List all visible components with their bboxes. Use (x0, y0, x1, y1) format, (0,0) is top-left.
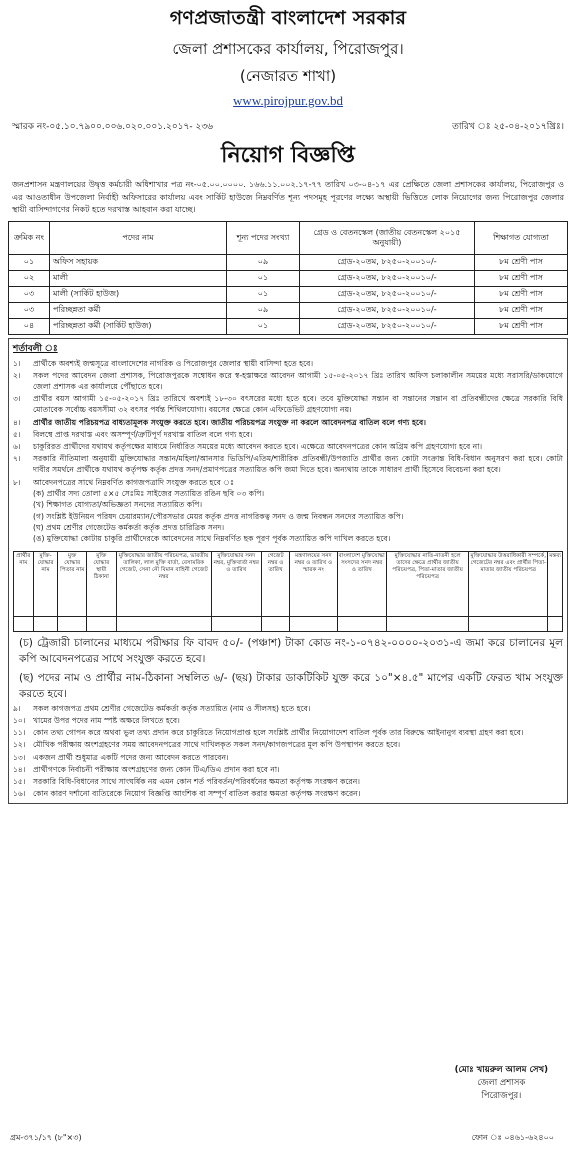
ff-table-blank-cell (290, 616, 337, 631)
condition-item (13, 764, 563, 775)
reference-line (8, 119, 568, 134)
condition-text: সরকারি বিধি-বিধানের সাথে সাংঘর্ষিক নয় এমন কোন শর্ত পরিবর্তন/পরিবর্ধনের ক্ষমতা কর্তৃপক্ষ সংরক্ষণ করেন। (33, 776, 360, 786)
notice-date: তারিখ ঃ ২৫-০৪-২০১৭খ্রিঃ। (452, 122, 564, 132)
ff-table-blank-cell (14, 616, 34, 631)
conditions-more (13, 703, 563, 800)
attachments-list (13, 488, 563, 545)
attachment-item: (ঘ) প্রথম শ্রেণীর গেজেটেড কর্মকর্তা কর্তৃক প্রদত্ত চারিত্রিক সনদ। (33, 522, 225, 532)
conditions-list (13, 358, 563, 488)
condition-number: ১৬। (13, 789, 26, 799)
notice-title: নিয়োগ বিজ্ঞপ্তি (221, 143, 355, 168)
cell-serial: ০৩ (9, 302, 50, 318)
cell-grade-scale: গ্রেড-২০তম, ৮২৫০-২০০১০/- (300, 270, 475, 286)
condition-text: খামের উপর পদের নাম স্পষ্ট অক্ষরে লিখতে হবে। (33, 715, 180, 725)
condition-number: ৫। (13, 429, 21, 439)
ff-table-column-header: মুক্তি যোদ্ধার স্থায়ী ঠিকানা (87, 551, 117, 616)
condition-item (13, 727, 563, 738)
posts-table (8, 221, 568, 335)
cell-serial: ০৩ (9, 286, 50, 302)
letterhead (8, 4, 568, 109)
condition-text: কোন কারণ দর্শানো ব্যতিরেকে নিয়োগ বিজ্ঞপ্তি আংশিক বা সম্পূর্ণ বাতিল করার ক্ষমতা কর্তৃপক্ষ সংরক্ষণ করেন। (33, 789, 361, 799)
footer-code: গ্রম-৩৭১/১৭ (৮"×৩) (10, 1133, 82, 1142)
cell-serial: ০১ (9, 254, 50, 270)
ff-table-blank-cell (337, 616, 386, 631)
condition-text: প্রার্থীর বয়স আগামী ১৫-০৫-২০১৭ খ্রিঃ তারিখে অবশ্যই ১৮-৩০ বৎসরের মধ্যে হতে হবে। তবে মুক্তিযোদ্ধা সন্তান বা সন্তানের সন্তান বা প্রতিবন্ধীদের ক্ষেত্রে সরকারি বিধি মোতাবেক সর্বোচ্চ বয়সসীমা ৩২ বৎসর পর্যন্ত শিথিলযোগ্য। বয়সের ক্ষেত্রে কোন এফিডেভিট গ্রহণযোগ্য নয়। (33, 394, 563, 415)
signature-block (455, 1064, 548, 1103)
condition-item (13, 788, 563, 799)
condition-item (13, 477, 563, 488)
condition-text: সরকারি নীতিমালা অনুযায়ী মুক্তিযোদ্ধার সন্তান/মহিলা/আনসার ভিডিপি/এতিম/শারীরিক প্রতিবন্ধী/উপজাতি প্রার্থীর জন্য কোটা সংক্রান্ত বিধি-বিধান অনুসরণ করা হবে। কোটা দাবীর সমর্থনে প্রার্থীকে যথাযথ কর্তৃপক্ষ কর্তৃক প্রদত্ত সনদ/প্রমাণপত্রের সত্যায়িত কপি জমা দিতে হবে। অন্যথায় তাকে সাধারণ প্রার্থী হিসেবে বিবেচনা করা হবে। (33, 454, 563, 475)
memo-number: স্মারক নং-০৫.১০.৭৯০০.০০৬.০২০.০০১.২০১৭- ২৩৬ (12, 122, 214, 132)
condition-item (13, 715, 563, 726)
conditions-title: শর্তাবলী ঃ (13, 343, 58, 354)
ff-table-column-header: গেজেট নম্বর ও তারিখ (262, 551, 290, 616)
condition-item (13, 752, 563, 763)
attachments-more (13, 635, 563, 702)
condition-item (13, 429, 563, 440)
condition-text: প্রার্থীর জাতীয় পরিচয়পত্র বাধ্যতামূলক সংযুক্ত করতে হবে। জাতীয় পরিচয়পত্র সংযুক্ত না করলে আবেদনপত্র বাতিল বলে গণ্য হবে। (33, 417, 426, 427)
ff-table-column-header: মুক্তিযোদ্ধার সনদ নম্বর, মুক্তিবার্তা নম্বর ও তারিখ (211, 551, 262, 616)
condition-item (13, 453, 563, 475)
cell-grade-scale: গ্রেড-২০তম, ৮২৫০-২০০১০/- (300, 286, 475, 302)
attachment-item: (চ) ট্রেজারী চালানের মাধ্যমে পরীক্ষার ফি বাবদ ৫০/- (পঞ্চাশ) টাকা কোড নং-১-০৭৪২-০০০০-২০৩১-এ জমা করে চালানের মূল কপি আবেদনপত্রের সাথে সংযুক্ত করতে হবে। (19, 636, 563, 665)
ff-table-column-header: প্রার্থীর নাম (14, 551, 34, 616)
ff-table-blank-cell (211, 616, 262, 631)
condition-number: ১১। (13, 728, 26, 738)
cell-vacancy: ০১ (227, 318, 300, 334)
intro-paragraph: জনপ্রশাসন মন্ত্রণালয়ের উদ্বৃত্ত কর্মচারী অধিশাখার পত্র নং-০৫.০০.০০০০. ১৬৬.১১.০০২.১৭-৭৭ তারিখ ০৩-০৪-১৭ এর প্রেক্ষিতে জেলা প্রশাসকের কার্যালয়, পিরোজপুর ও এর আওতাধীন উপজেলা নির্বাহী অফিসারের কার্যালয় এবং সার্কিট হাউজে নিম্নবর্ণিত শূন্য পদসমূহ পূরণের লক্ষ্যে অস্থায়ী ভিত্তিতে লোক নিয়োগের জন্য পিরোজপুর জেলার স্থায়ী বাসিন্দাগণের নিকট হতে দরখাস্ত আহবান করা যাচ্ছে। (12, 180, 564, 214)
condition-number: ৯। (13, 703, 21, 713)
office-name: জেলা প্রশাসকের কার্যালয়, পিরোজপুর। (172, 40, 404, 58)
table-row (9, 254, 568, 270)
ff-table-column-header: মুক্তিযোদ্ধার উত্তরাধিকারী সম্পর্কে, গেজেটের নম্বর এবং প্রার্থীর পিতা-মাতার জাতীয় পরিচয়পত্র (469, 551, 548, 616)
attachment-item: (গ) সংশ্লিষ্ট ইউনিয়ন পরিষদ চেয়ারম্যান/পৌরসভার মেয়র কর্তৃক প্রদত্ত নাগরিকত্ব সনদ ও জন্ম নিবন্ধন সনদের সত্যায়িত কপি। (33, 511, 404, 521)
ff-table-blank-cell (116, 616, 211, 631)
ff-table-blank-cell (87, 616, 117, 631)
ff-table-blank-cell (33, 616, 58, 631)
condition-number: ১৪। (13, 764, 26, 774)
ff-table-blank-cell (58, 616, 87, 631)
freedom-fighter-table-header (14, 551, 563, 616)
cell-vacancy: ০১ (227, 270, 300, 286)
condition-number: ৪। (13, 417, 21, 427)
ff-table-column-header: মন্তব্য (548, 551, 563, 616)
condition-number: ১০। (13, 715, 26, 725)
signatory-place: পিরোজপুর। (481, 1091, 522, 1101)
condition-item (13, 703, 563, 714)
table-row (9, 270, 568, 286)
condition-item (13, 393, 563, 415)
condition-text: সকল পদের আবেদন জেলা প্রশাসক, পিরোজপুরকে সম্বোধন করে স্ব-হস্তাক্ষরে আবেদন আগামী ১৫-০৫-২০১৭ খ্রিঃ তারিখ অফিস চলাকালীন সময়ের মধ্যে সরাসরি/ডাকযোগে জেলা প্রশাসক এর কার্যালয়ে পৌঁছাতে হবে। (33, 370, 563, 391)
cell-grade-scale: গ্রেড-২০তম, ৮২৫০-২০০১০/- (300, 254, 475, 270)
conditions-section (8, 338, 568, 805)
cell-qualification: ৮ম শ্রেণী পাস (475, 270, 568, 286)
condition-text: বিলম্বে প্রাপ্ত দরখাস্ত এবং অসম্পূর্ণ/ত্রুটিপূর্ণ দরখাস্ত বাতিল বলে গণ্য হবে। (33, 429, 253, 439)
attachment-item: (ক) প্রার্থীর সদ্য তোলা ৫×৫ সেঃমিঃ সাইজের সত্যায়িত রঙিন ছবি ০৩ কপি। (33, 488, 265, 498)
table-row (9, 318, 568, 334)
cell-post-name: মালী (50, 270, 227, 286)
cell-serial: ০২ (9, 270, 50, 286)
ff-table-blank-cell (469, 616, 548, 631)
ff-table-column-header: মুক্ত যোদ্ধার পিতার নাম (58, 551, 87, 616)
ff-table-column-header: মুক্তিযোদ্ধার নাতি-নাতনী হলে তাদের ক্ষেত্রে প্রার্থীর জাতীয় পরিচয়পত্র, পিতা-মাতার জাতীয় পরিচয়পত্র (386, 551, 468, 616)
cell-qualification: ৮ম শ্রেণী পাস (475, 254, 568, 270)
condition-text: কোন তথ্য গোপন করে অথবা ভুল তথ্য প্রদান করে চাকুরিতে নিয়োগপ্রাপ্ত হলে সংশ্লিষ্ট প্রার্থীর নিয়োগাদেশ বাতিল পূর্বক তার বিরুদ্ধে আইনানুগ ব্যবস্থা গ্রহণ করা হবে। (33, 728, 524, 738)
condition-text: চাকুরিরত প্রার্থীদের যথাযথ কর্তৃপক্ষের মাধ্যমে নির্ধারিত সময়ের মধ্যে আবেদন করতে হবে। এক্ষেত্রে আবেদনপত্রের কোন অগ্রিম কপি গ্রহণযোগ্য হবে না। (33, 441, 483, 451)
condition-text: একজন প্রার্থী শুধুমাত্র একটি পদের জন্য আবেদন করতে পারবেন। (33, 752, 229, 762)
ff-table-blank-cell (386, 616, 468, 631)
cell-qualification: ৮ম শ্রেণী পাস (475, 286, 568, 302)
freedom-fighter-table-blank-row (14, 616, 563, 631)
branch-name: (নেজারত শাখা) (239, 67, 337, 85)
condition-number: ২। (13, 370, 21, 380)
cell-vacancy: ০৯ (227, 302, 300, 318)
government-title: গণপ্রজাতন্ত্রী বাংলাদেশ সরকার (169, 7, 407, 29)
cell-post-name: পরিচ্ছন্নতা কর্মী (50, 302, 227, 318)
col-serial: ক্রমিক নং (9, 221, 50, 254)
cell-serial: ০৪ (9, 318, 50, 334)
condition-number: ১৫। (13, 776, 26, 786)
condition-number: ১। (13, 358, 21, 368)
condition-number: ৩। (13, 394, 21, 404)
signatory-name: (মোঃ খায়রুল আলম সেখ) (454, 1065, 548, 1075)
condition-text: মৌখিক পরীক্ষায় অংশগ্রহণের সময় আবেদনপত্রের সাথে দাখিলকৃত সকল সনদ/কাগজপত্রের মূল কপি উপস্থাপন করতে হবে। (33, 740, 401, 750)
cell-post-name: পরিচ্ছন্নতা কর্মী (সার্কিট হাউজ) (50, 318, 227, 334)
condition-item (13, 776, 563, 787)
table-row (9, 286, 568, 302)
condition-number: ৮। (13, 477, 21, 487)
attachment-item: (খ) শিক্ষাগত যোগ্যতা/অভিজ্ঞতা সনদের সত্যায়িত কপি। (33, 500, 203, 510)
cell-qualification: ৮ম শ্রেণী পাস (475, 302, 568, 318)
col-vacancy: শূন্য পদের সংখ্যা (227, 221, 300, 254)
attachment-item: (ছ) পদের নাম ও প্রার্থীর নাম-ঠিকানা সম্বলিত ৬/- (ছয়) টাকার ডাকটিকিট যুক্ত করে ১০"×৪.৫" মাপের একটি ফেরত খাম সংযুক্ত করতে হবে। (19, 671, 563, 700)
ff-table-blank-cell (262, 616, 290, 631)
condition-number: ১২। (13, 740, 26, 750)
attachment-item: (ঙ) মুক্তিযোদ্ধা কোটায় চাকুরি প্রার্থীদেরকে আবেদনের সাথে নিম্নবর্ণিত ছক পূরণ পূর্বক সত্যায়িত কপি দাখিল করতে হবে। (33, 534, 391, 544)
cell-post-name: মালী (সার্কিট হাউজ) (50, 286, 227, 302)
cell-vacancy: ০১ (227, 286, 300, 302)
condition-text: প্রার্থীকে অবশ্যই জন্মসূত্রে বাংলাদেশের নাগরিক ও পিরোজপুর জেলার স্থায়ী বাসিন্দা হতে হবে। (33, 358, 314, 368)
cell-qualification: ৮ম শ্রেণী পাস (475, 318, 568, 334)
condition-item (13, 358, 563, 369)
cell-vacancy: ০৯ (227, 254, 300, 270)
condition-number: ৬। (13, 441, 21, 451)
condition-item (13, 739, 563, 750)
website-link[interactable]: www.pirojpur.gov.bd (233, 93, 343, 108)
col-post-name: পদের নাম (50, 221, 227, 254)
condition-item (13, 370, 563, 392)
table-row (9, 302, 568, 318)
signatory-designation: জেলা প্রশাসক (477, 1078, 526, 1088)
ff-table-column-header: মুক্তিযোদ্ধার জাতীয় পরিচয়পত্র, ভারতীয় তালিকা, লাল মুক্তি বার্তা, বেসামরিক গেজেট, সেনা নৌ বিমান বাহিনী গেজেট নম্বর (116, 551, 211, 616)
ff-table-column-header: মুক্তি-যোদ্ধার নাম (33, 551, 58, 616)
condition-item (13, 441, 563, 452)
recruitment-notice (8, 4, 568, 1148)
cell-grade-scale: গ্রেড-২০তম, ৮২৫০-২০০১০/- (300, 302, 475, 318)
freedom-fighter-table (13, 551, 563, 632)
posts-table-header (9, 221, 568, 254)
condition-text: প্রার্থীগণকে নির্বাচনী পরীক্ষায় অংশগ্রহণের জন্য কোন টিএ/ডিএ প্রদান করা হবে না। (33, 764, 280, 774)
phone-number: ফোন ঃ ০৪৬১-৬২৪০০ (471, 1133, 554, 1142)
condition-number: ৭। (13, 454, 21, 464)
condition-text: আবেদনপত্রের সাথে নিম্নবর্ণিত কাগজপত্রাদি সংযুক্ত করতে হবে ঃ (33, 477, 235, 487)
condition-item (13, 417, 563, 428)
cell-post-name: অফিস সহায়ক (50, 254, 227, 270)
condition-text: সকল কাগজপত্র প্রথম শ্রেণীর গেজেটেড কর্মকর্তা কর্তৃক সত্যায়িত (নাম ও সীলসহ) হতে হবে। (33, 703, 311, 713)
cell-grade-scale: গ্রেড-২০তম, ৮২৫০-২০০১০/- (300, 318, 475, 334)
col-qualification: শিক্ষাগত যোগ্যতা (475, 221, 568, 254)
col-grade-scale: গ্রেড ও বেতনস্কেল (জাতীয় বেতনস্কেল ২০১৫ অনুযায়ী) (300, 221, 475, 254)
ff-table-column-header: মন্ত্রণালয়ের সনদ নম্বর ও তারিখ ও স্মারক নং (290, 551, 337, 616)
ff-table-column-header: বাংলাদেশ মুক্তিযোদ্ধা সংসদের সনদ নম্বর ও তারিখ (337, 551, 386, 616)
ff-table-blank-cell (548, 616, 563, 631)
condition-number: ১৩। (13, 752, 26, 762)
